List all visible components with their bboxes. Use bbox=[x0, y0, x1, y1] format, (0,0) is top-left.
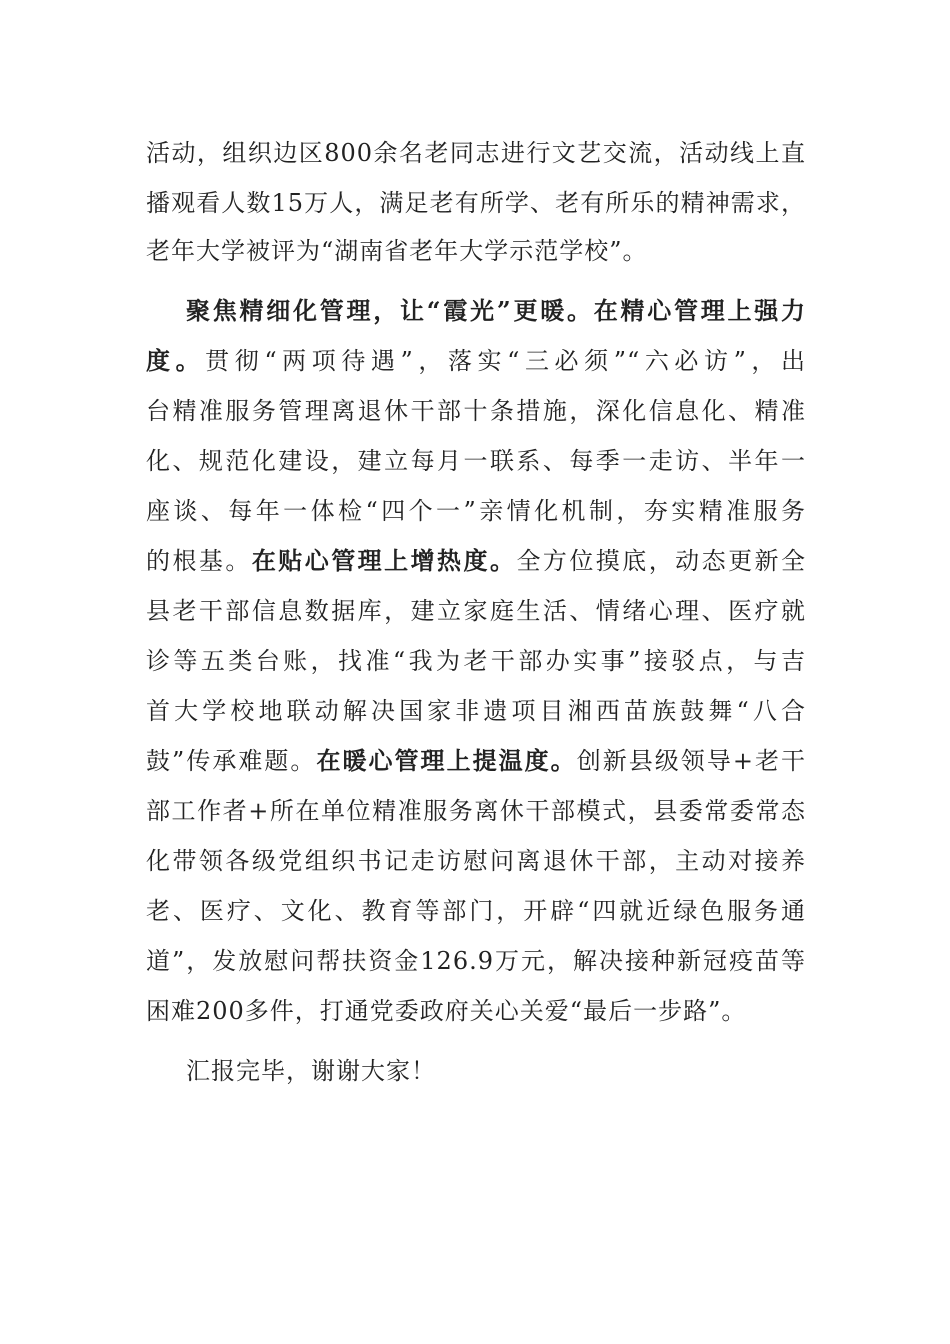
text-run: 困难200多件，打通党委政府关心关爱“最后一步路”。 bbox=[146, 997, 747, 1025]
paragraph-2-line-10 bbox=[146, 744, 806, 778]
paragraph-2-line-12 bbox=[146, 844, 806, 878]
text-run: 化、规范化建设，建立每月一联系、每季一走访、半年一 bbox=[146, 447, 806, 475]
paragraph-2-line-7 bbox=[146, 594, 806, 628]
text-run: 鼓”传承难题。 bbox=[146, 747, 317, 775]
paragraph-2-line-1 bbox=[186, 294, 806, 328]
text-run: 部工作者+所在单位精准服务离休干部模式，县委常委常态 bbox=[146, 797, 806, 825]
paragraph-2-line-11 bbox=[146, 794, 806, 828]
text-run: 播观看人数15万人，满足老有所学、老有所乐的精神需求， bbox=[146, 189, 806, 217]
text-run: 活动，组织边区800余名老同志进行文艺交流，活动线上直 bbox=[146, 139, 806, 167]
paragraph-1-line-2 bbox=[146, 186, 806, 220]
text-run: 首大学校地联动解决国家非遗项目湘西苗族鼓舞“八合 bbox=[146, 697, 806, 725]
text-run: 汇报完毕，谢谢大家！ bbox=[186, 1057, 436, 1085]
paragraph-1-line-1 bbox=[146, 136, 806, 170]
text-run: 座谈、每年一体检“四个一”亲情化机制，夯实精准服务 bbox=[146, 497, 806, 525]
paragraph-2-line-8 bbox=[146, 644, 806, 678]
text-run: 创新县级领导+老干 bbox=[576, 747, 807, 775]
text-run: 化带领各级党组织书记走访慰问离退休干部，主动对接养 bbox=[146, 847, 806, 875]
text-run: 老年大学被评为“湖南省老年大学示范学校”。 bbox=[146, 237, 648, 265]
paragraph-2-line-13 bbox=[146, 894, 806, 928]
bold-heading-run: 在暖心管理上提温度。 bbox=[316, 746, 577, 775]
paragraph-2-line-5 bbox=[146, 494, 806, 528]
paragraph-2-line-4 bbox=[146, 444, 806, 478]
closing-remark bbox=[186, 1054, 806, 1088]
text-run: 台精准服务管理离退休干部十条措施，深化信息化、精准 bbox=[146, 397, 806, 425]
text-run: 贯彻“两项待遇”，落实“三必须”“六必访”，出 bbox=[205, 347, 806, 375]
text-run: 道”，发放慰问帮扶资金126.9万元，解决接种新冠疫苗等 bbox=[146, 947, 806, 975]
paragraph-2-line-3 bbox=[146, 394, 806, 428]
bold-heading-run: 度。 bbox=[146, 346, 206, 375]
text-run: 诊等五类台账，找准“我为老干部办实事”接驳点，与吉 bbox=[146, 647, 806, 675]
text-run: 的根基。 bbox=[146, 547, 252, 575]
paragraph-2-line-6 bbox=[146, 544, 806, 578]
text-run: 县老干部信息数据库，建立家庭生活、情绪心理、医疗就 bbox=[146, 597, 806, 625]
paragraph-2-line-15 bbox=[146, 994, 806, 1028]
paragraph-2-line-14 bbox=[146, 944, 806, 978]
text-run: 全方位摸底，动态更新全 bbox=[516, 547, 807, 575]
bold-heading-run: 在贴心管理上增热度。 bbox=[251, 546, 517, 575]
paragraph-2-line-2 bbox=[146, 344, 806, 378]
paragraph-2-line-9 bbox=[146, 694, 806, 728]
paragraph-1-line-3 bbox=[146, 234, 806, 268]
bold-heading-run: 聚焦精细化管理，让“霞光”更暖。在精心管理上强力 bbox=[186, 296, 806, 325]
text-run: 老、医疗、文化、教育等部门，开辟“四就近绿色服务通 bbox=[146, 897, 806, 925]
